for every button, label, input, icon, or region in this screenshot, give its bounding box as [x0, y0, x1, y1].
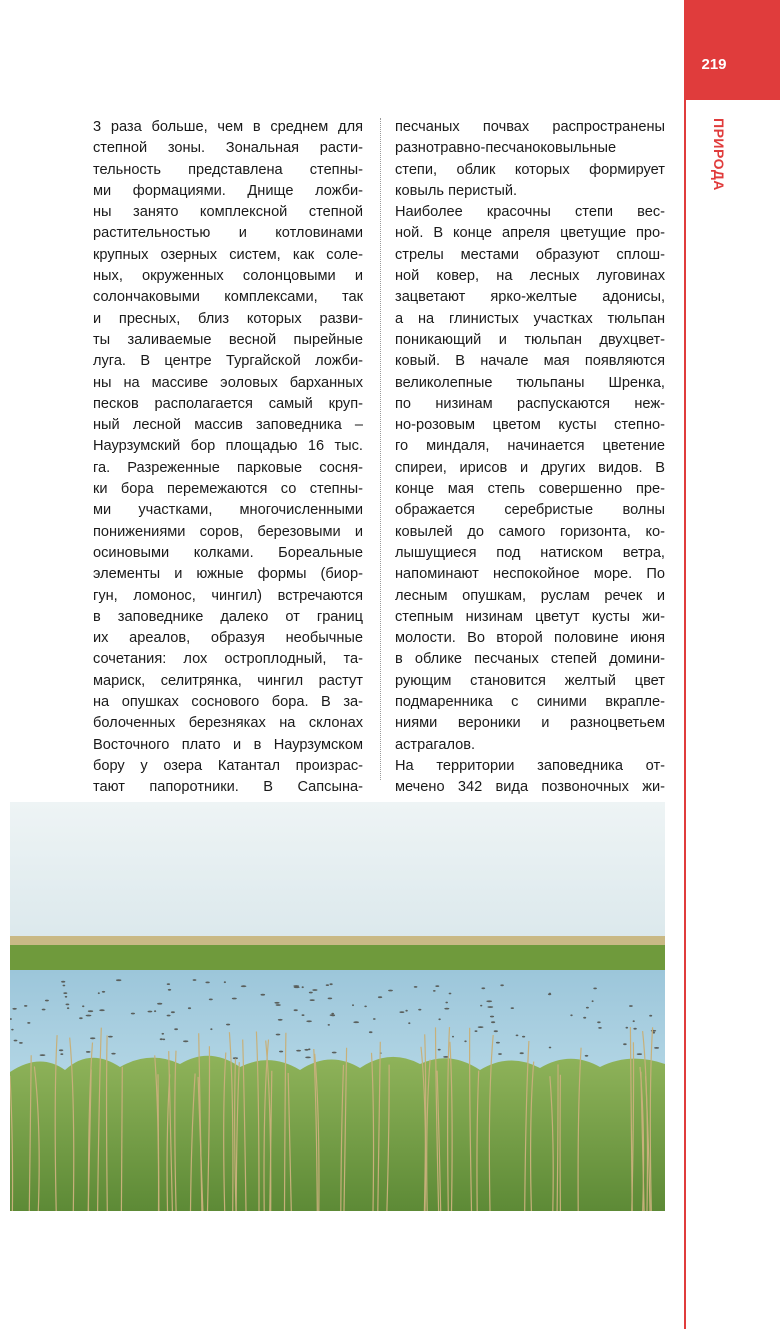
bird-mark — [445, 1002, 448, 1004]
bird-mark — [183, 1040, 188, 1042]
bird-mark — [312, 989, 317, 991]
text-line: великолепные тюльпаны Шренка, — [395, 374, 665, 391]
bird-mark — [90, 1037, 95, 1039]
bird-mark — [352, 1004, 354, 1006]
bird-mark — [241, 985, 247, 987]
bird-mark — [210, 1028, 212, 1030]
bird-mark — [444, 1008, 449, 1010]
bird-mark — [167, 983, 170, 985]
text-line: ный лесной массив заповедника – — [93, 417, 363, 434]
text-line: рующим становится желтый цвет — [395, 672, 665, 689]
bird-mark — [116, 979, 121, 981]
text-line: болоченных березняках на склонах — [93, 715, 363, 732]
bird-mark — [583, 1017, 586, 1019]
bird-mark — [570, 1014, 572, 1016]
bird-mark — [309, 992, 313, 994]
bird-mark — [302, 986, 304, 988]
bird-mark — [548, 993, 551, 995]
bird-mark — [163, 1039, 166, 1041]
bird-mark — [481, 987, 485, 989]
bird-mark — [651, 1030, 656, 1032]
bird-mark — [63, 992, 67, 994]
bird-mark — [232, 998, 237, 1000]
bird-mark — [82, 1005, 84, 1007]
bird-mark — [464, 1040, 466, 1042]
bird-mark — [308, 1048, 310, 1050]
text-line: ковый. В начале мая появляются — [395, 353, 665, 370]
bird-mark — [209, 999, 213, 1001]
bird-mark — [310, 999, 315, 1001]
bird-mark — [305, 1057, 311, 1059]
bird-mark — [40, 1054, 46, 1056]
bird-mark — [438, 1018, 440, 1020]
bird-mark — [328, 998, 333, 1000]
bird-mark — [296, 1050, 301, 1052]
bird-mark — [649, 1015, 652, 1017]
text-line: тельность представлена степны- — [93, 161, 363, 178]
bird-mark — [261, 994, 266, 996]
text-line: мечено 342 вида позвоночных жи- — [395, 779, 665, 796]
text-line: солончаковыми комплексами, так — [93, 289, 363, 306]
text-line: а на глинистых участках тюльпан — [395, 310, 665, 327]
bird-mark — [478, 1026, 484, 1028]
text-line: ной ковер, на лесных луговинах — [395, 268, 665, 285]
bird-mark — [364, 1006, 367, 1008]
bird-mark — [12, 1008, 16, 1010]
text-line: го миндаля, начинается цветение — [395, 438, 665, 455]
bird-mark — [332, 1052, 337, 1054]
bird-mark — [162, 1033, 165, 1035]
bird-mark — [633, 1028, 636, 1030]
text-line: ных, окруженных солонцовыми и — [93, 268, 363, 285]
bird-mark — [414, 986, 418, 988]
text-line: понижениями соров, березовыми и — [93, 523, 363, 540]
bird-mark — [205, 982, 209, 984]
bird-mark — [326, 984, 329, 986]
section-title: ПРИРОДА — [711, 118, 727, 191]
text-line: тают папоротники. В Сапсына- — [93, 779, 363, 796]
text-line: мариск, селитрянка, чингил растут — [93, 672, 363, 689]
bird-mark — [99, 1009, 105, 1011]
bird-mark — [274, 1002, 279, 1004]
text-line: га. Разреженные парковые сосня- — [93, 459, 363, 476]
text-line: степной зоны. Зональная расти- — [93, 140, 363, 157]
text-line: лесным опушкам, руслам речек и — [395, 587, 665, 604]
bird-mark — [331, 1013, 334, 1015]
bird-mark — [86, 1051, 91, 1053]
text-line: конце мая степь совершенно пре- — [395, 481, 665, 498]
section-tab — [684, 0, 780, 100]
bird-mark — [131, 1013, 135, 1015]
bird-mark — [154, 1010, 156, 1012]
bird-mark — [19, 1042, 23, 1044]
text-line: и пресных, близ которых разви- — [93, 310, 363, 327]
text-line: ковылей до самого горизонта, ко- — [395, 523, 665, 540]
text-line: Наиболее красочны степи вес- — [395, 204, 665, 221]
bird-mark — [293, 985, 299, 987]
bird-mark — [65, 996, 68, 998]
bird-mark — [226, 1024, 230, 1026]
bird-mark — [388, 990, 393, 992]
bird-mark — [276, 1004, 281, 1006]
bird-mark — [433, 990, 436, 992]
bird-mark — [98, 992, 100, 994]
bird-mark — [193, 979, 197, 981]
bird-mark — [42, 1009, 46, 1011]
text-line: сочетания: лох остроплодный, та- — [93, 651, 363, 668]
bird-mark — [111, 1053, 115, 1055]
text-line: ты заливаемые весной пырейные — [93, 331, 363, 348]
bird-mark — [11, 1029, 13, 1031]
bird-mark — [88, 1010, 93, 1012]
bird-mark — [328, 1024, 330, 1026]
text-line: степи, облик которых формирует — [395, 161, 665, 178]
text-line: лышущиеся под натиском ветра, — [395, 544, 665, 561]
bird-mark — [61, 981, 65, 983]
bird-mark — [160, 1038, 163, 1040]
text-line: степным низинам цветут кусты жи- — [395, 608, 665, 625]
bird-mark — [102, 991, 105, 993]
text-line: по низинам распускаются неж- — [395, 395, 665, 412]
bird-mark — [331, 1015, 335, 1017]
bird-mark — [637, 1053, 642, 1055]
text-column-right — [395, 117, 665, 820]
bird-mark — [597, 1021, 601, 1023]
text-line: в заповеднике далеко от границ — [93, 608, 363, 625]
bird-mark — [302, 1014, 305, 1016]
text-line: ми формациями. Днище ложби- — [93, 182, 363, 199]
text-line: ны занято комплексной степной — [93, 204, 363, 221]
bird-mark — [490, 1016, 494, 1018]
text-line: гун, ломонос, чингил) встречаются — [93, 587, 363, 604]
text-line: бору у озера Катантал произрас- — [93, 757, 363, 774]
bird-mark — [623, 1043, 627, 1045]
text-line: Восточного плато и в Наурзумском — [93, 736, 363, 753]
bird-mark — [418, 1009, 421, 1011]
text-line: 3 раза больше, чем в среднем для — [93, 119, 363, 135]
bird-mark — [592, 1000, 594, 1002]
text-line: ковыль перистый. — [395, 182, 518, 199]
text-line: но-розовым цветом кусты степно- — [395, 417, 665, 434]
bird-mark — [520, 1052, 524, 1054]
bird-mark — [378, 996, 382, 998]
bird-mark — [174, 1028, 178, 1030]
bird-mark — [511, 1007, 514, 1009]
text-line: ки бора перемежаются со степны- — [93, 481, 363, 498]
text-line: их ареалов, образуя необычные — [93, 630, 363, 647]
bird-mark — [480, 1005, 482, 1007]
text-line: поникающий и тюльпан двухцвет- — [395, 331, 665, 348]
bird-mark — [108, 1036, 113, 1038]
text-line: астрагалов. — [395, 736, 476, 753]
text-line: крупных озерных систем, как соле- — [93, 246, 363, 263]
bird-mark — [330, 983, 333, 985]
bird-mark — [500, 984, 504, 986]
bird-mark — [157, 1003, 162, 1005]
bird-mark — [79, 1017, 83, 1019]
bird-mark — [306, 1020, 312, 1022]
bird-mark — [188, 1007, 191, 1009]
bird-mark — [586, 1007, 589, 1009]
bird-mark — [27, 1022, 30, 1024]
text-line: песчаных почвах распространены — [395, 119, 665, 135]
text-line: подмаренника с синими вкрапле- — [395, 694, 665, 711]
bird-mark — [148, 1011, 153, 1013]
text-line: напоминают неспокойное море. По — [395, 566, 665, 583]
bird-mark — [167, 1015, 171, 1017]
text-line: спиреи, ирисов и других видов. В — [395, 459, 665, 476]
bird-mark — [60, 1053, 63, 1055]
text-line: ображается серебристые волны — [395, 502, 665, 519]
bird-mark — [626, 1027, 629, 1029]
bird-mark — [438, 1049, 441, 1051]
bird-mark — [171, 1011, 175, 1013]
bird-mark — [496, 1042, 500, 1044]
bird-mark — [598, 1027, 602, 1029]
text-line: ниями вероники и разноцветьем — [395, 715, 665, 732]
bird-mark — [522, 1036, 525, 1038]
bird-mark — [224, 981, 226, 983]
text-line: осиновыми колками. Бореальные — [93, 544, 363, 561]
text-line: растительностью и котловинами — [93, 225, 363, 242]
text-line: песков располагается самый круп- — [93, 395, 363, 412]
bird-mark — [585, 1055, 589, 1057]
bird-mark — [373, 1018, 376, 1020]
bird-mark — [63, 985, 66, 987]
bird-mark — [491, 1021, 495, 1023]
bird-mark — [14, 1040, 18, 1042]
bird-mark — [86, 1015, 92, 1017]
text-line: на опушках соснового бора. В за- — [93, 694, 363, 711]
page-number: 219 — [701, 56, 727, 73]
bird-mark — [278, 1019, 283, 1021]
bird-mark — [654, 1047, 659, 1049]
text-line: разнотравно-песчаноковыльные — [395, 140, 617, 157]
column-divider — [380, 118, 381, 780]
lake-photo — [10, 802, 665, 1211]
text-line: молости. Во второй половине июня — [395, 630, 665, 647]
bird-mark — [405, 1010, 407, 1012]
bird-mark — [67, 1007, 69, 1009]
text-line: ны на массиве эоловых барханных — [93, 374, 363, 391]
bird-mark — [549, 1047, 552, 1049]
bird-mark — [279, 1051, 283, 1053]
bird-mark — [168, 989, 171, 991]
bird-mark — [66, 1004, 70, 1006]
text-line: элементы и южные формы (биор- — [93, 566, 363, 583]
text-line: в облике песчаных степей домини- — [395, 651, 665, 668]
bird-mark — [475, 1030, 478, 1032]
bird-mark — [369, 1031, 373, 1033]
lake-photo-image — [10, 802, 665, 1211]
bird-mark — [435, 985, 439, 987]
text-line: луга. В центре Тургайской ложби- — [93, 353, 363, 370]
bird-mark — [399, 1011, 404, 1013]
bird-mark — [593, 988, 597, 990]
bird-mark — [59, 1049, 63, 1051]
bird-mark — [294, 1009, 298, 1011]
bird-mark — [487, 1006, 493, 1008]
text-line: стрелы местами образуют сплош- — [395, 246, 665, 263]
bird-mark — [633, 1020, 635, 1022]
text-line: зацветают ярко-желтые адонисы, — [395, 289, 665, 306]
text-line: Наурзумский бор площадью 16 тыс. — [93, 438, 363, 455]
bird-mark — [24, 1005, 27, 1007]
bird-mark — [449, 993, 452, 995]
bird-mark — [353, 1021, 359, 1023]
bird-mark — [452, 1036, 454, 1038]
bird-mark — [498, 1053, 502, 1055]
bird-mark — [45, 1000, 49, 1002]
bird-mark — [494, 1030, 498, 1032]
bird-mark — [276, 1034, 281, 1036]
text-line: На территории заповедника от- — [395, 757, 665, 774]
section-rule — [684, 100, 686, 1329]
text-line: ми участками, многочисленными — [93, 502, 363, 519]
bird-mark — [408, 1022, 410, 1024]
text-column-left — [93, 117, 363, 820]
bird-mark — [486, 1000, 492, 1002]
bird-mark — [629, 1005, 633, 1007]
text-line: ной. В конце апреля цветущие про- — [395, 225, 665, 242]
bird-mark — [516, 1035, 519, 1037]
